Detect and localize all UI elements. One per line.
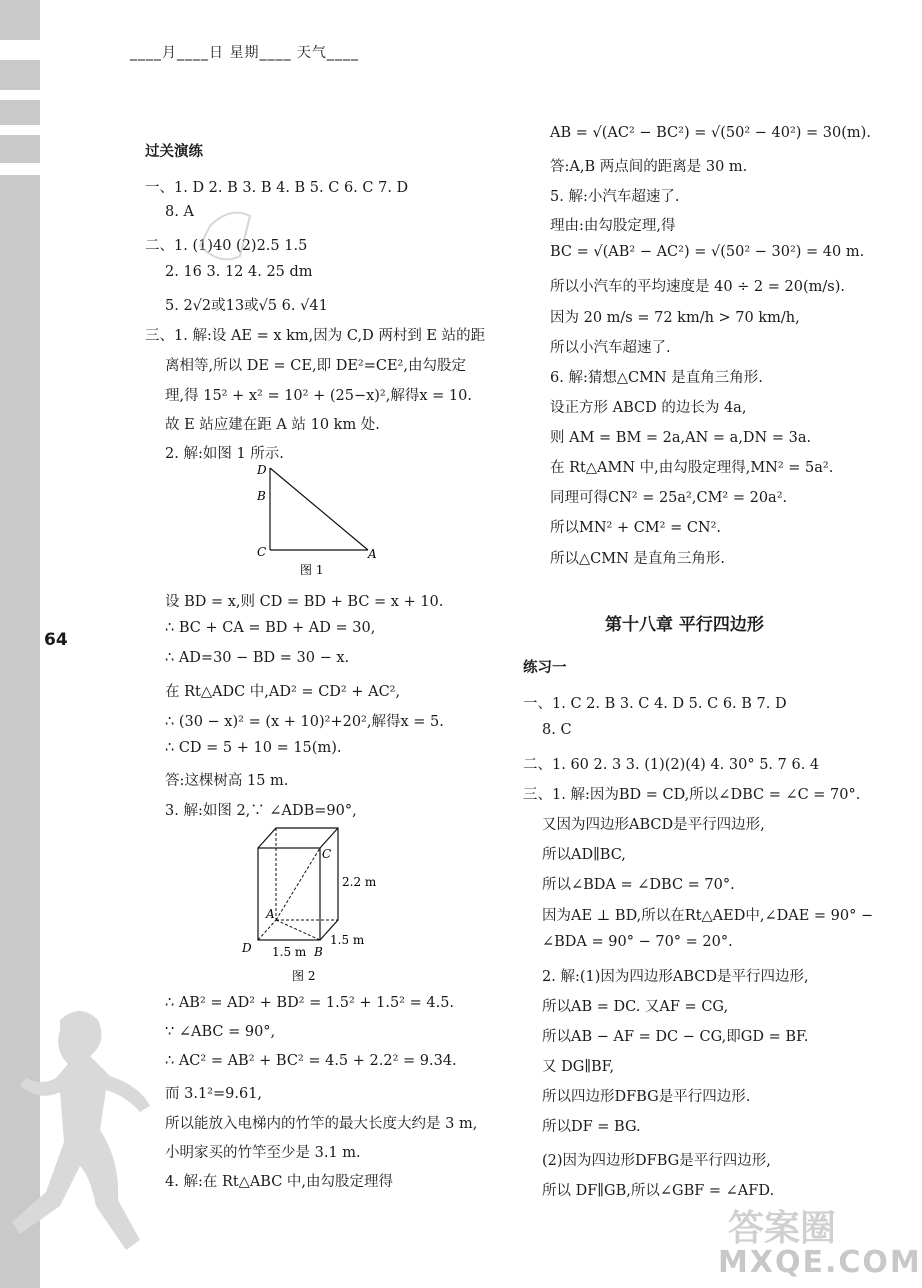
right-line: 理由:由勾股定理,得 — [550, 218, 676, 234]
right-line: BC = √(AB² − AC²) = √(50² − 30²) = 40 m. — [550, 244, 865, 260]
left-line: 5. 2√2或13或√5 6. √41 — [165, 298, 328, 314]
right-line: 所以∠BDA = ∠DBC = 70°. — [542, 877, 735, 893]
left-line: 而 3.1²=9.61, — [165, 1086, 263, 1102]
right-line: 所以AB = DC. 又AF = CG, — [542, 999, 729, 1015]
right-line: 所以AD∥BC, — [542, 847, 626, 863]
child-silhouette-decoration — [0, 1000, 160, 1288]
right-line: 答:A,B 两点间的距离是 30 m. — [550, 159, 748, 175]
left-line: 理,得 15² + x² = 10² + (25−x)²,解得x = 10. — [165, 388, 472, 404]
date-weather-header: ____月____日 星期____ 天气____ — [130, 45, 359, 61]
right-line: 设正方形 ABCD 的边长为 4a, — [550, 400, 747, 416]
left-line: 4. 解:在 Rt△ABC 中,由勾股定理得 — [165, 1174, 394, 1190]
right-line: 又 DG∥BF, — [542, 1059, 615, 1075]
right-line: 6. 解:猜想△CMN 是直角三角形. — [550, 370, 763, 386]
right-line: 所以DF = BG. — [542, 1119, 641, 1135]
right-line: 所以MN² + CM² = CN². — [550, 520, 722, 536]
right-line: 一、1. C 2. B 3. C 4. D 5. C 6. B 7. D — [523, 696, 787, 712]
right-line: 所以小汽车的平均速度是 40 ÷ 2 = 20(m/s). — [550, 279, 845, 295]
left-line: 过关演练 — [145, 144, 203, 160]
right-line: 同理可得CN² = 25a²,CM² = 20a². — [550, 490, 788, 506]
right-line: 因为AE ⊥ BD,所以在Rt△AED中,∠DAE = 90° − — [542, 908, 874, 924]
left-line: 2. 解:如图 1 所示. — [165, 446, 284, 462]
watermark-url: MXQE.COM — [718, 1245, 922, 1280]
left-line: 2. 16 3. 12 4. 25 dm — [165, 264, 313, 280]
right-line: 在 Rt△AMN 中,由勾股定理得,MN² = 5a². — [550, 460, 834, 476]
right-line: 所以 DF∥GB,所以∠GBF = ∠AFD. — [542, 1183, 775, 1199]
fig2-label-C: C — [322, 847, 332, 861]
left-line: 8. A — [165, 204, 194, 220]
left-line: ∴ (30 − x)² = (x + 10)²+20²,解得x = 5. — [165, 714, 444, 730]
right-line: 二、1. 60 2. 3 3. (1)(2)(4) 4. 30° 5. 7 6. 4 — [523, 757, 820, 773]
fig2-label-B: B — [314, 945, 323, 959]
left-line: ∴ AC² = AB² + BC² = 4.5 + 2.2² = 9.34. — [165, 1053, 457, 1069]
right-line: 因为 20 m/s = 72 km/h > 70 km/h, — [550, 310, 800, 326]
left-line: 离相等,所以 DE = CE,即 DE²=CE²,由勾股定 — [165, 358, 466, 374]
left-line: 所以能放入电梯内的竹竿的最大长度大约是 3 m, — [165, 1116, 478, 1132]
right-line: 第十八章 平行四边形 — [605, 615, 764, 635]
right-line: ∠BDA = 90° − 70° = 20°. — [542, 934, 733, 950]
right-line: 所以△CMN 是直角三角形. — [550, 551, 725, 567]
fig2-width: 1.5 m — [272, 945, 307, 959]
left-line: ∴ BC + CA = BD + AD = 30, — [165, 620, 376, 636]
figure-2-box — [238, 818, 388, 988]
left-line: ∴ AB² = AD² + BD² = 1.5² + 1.5² = 4.5. — [165, 995, 455, 1011]
fig2-depth: 1.5 m — [330, 933, 365, 947]
fig1-caption: 图 1 — [300, 563, 324, 577]
left-line: ∴ CD = 5 + 10 = 15(m). — [165, 740, 342, 756]
right-line: 所以四边形DFBG是平行四边形. — [542, 1089, 751, 1105]
left-line: 三、1. 解:设 AE = x km,因为 C,D 两村到 E 站的距 — [145, 328, 486, 344]
right-line: 所以小汽车超速了. — [550, 340, 671, 356]
right-line: 则 AM = BM = 2a,AN = a,DN = 3a. — [550, 430, 812, 446]
left-line: 一、1. D 2. B 3. B 4. B 5. C 6. C 7. D — [145, 180, 409, 196]
fig1-label-A: A — [368, 547, 377, 561]
left-line: ∵ ∠ABC = 90°, — [165, 1024, 276, 1040]
fig2-label-A: A — [266, 907, 275, 921]
fig1-label-C: C — [257, 545, 267, 559]
left-line: 小明家买的竹竿至少是 3.1 m. — [165, 1145, 361, 1161]
page-number: 64 — [44, 630, 68, 650]
left-line: 二、1. (1)40 (2)2.5 1.5 — [145, 238, 308, 254]
right-line: 所以AB − AF = DC − CG,即GD = BF. — [542, 1029, 809, 1045]
left-line: 设 BD = x,则 CD = BD + BC = x + 10. — [165, 594, 444, 610]
fig1-label-D: D — [257, 463, 267, 477]
left-line: 3. 解:如图 2,∵ ∠ADB=90°, — [165, 803, 357, 819]
left-line: 答:这棵树高 15 m. — [165, 773, 289, 789]
figure-1-triangle — [250, 460, 390, 580]
left-line: ∴ AD=30 − BD = 30 − x. — [165, 650, 350, 666]
right-line: 三、1. 解:因为BD = CD,所以∠DBC = ∠C = 70°. — [523, 787, 861, 803]
right-line: AB = √(AC² − BC²) = √(50² − 40²) = 30(m). — [550, 125, 871, 141]
left-line: 在 Rt△ADC 中,AD² = CD² + AC², — [165, 684, 401, 700]
watermark-top: 答案圈 — [728, 1208, 837, 1249]
right-line: 练习一 — [523, 660, 567, 676]
right-line: 2. 解:(1)因为四边形ABCD是平行四边形, — [542, 969, 809, 985]
bookmark-stamp-decoration — [180, 196, 270, 296]
right-line: 又因为四边形ABCD是平行四边形, — [542, 817, 765, 833]
right-line: 5. 解:小汽车超速了. — [550, 189, 680, 205]
watermark — [718, 1200, 922, 1280]
fig2-caption: 图 2 — [292, 969, 316, 983]
fig2-label-D: D — [242, 941, 252, 955]
right-line: 8. C — [542, 722, 572, 738]
fig1-label-B: B — [257, 489, 266, 503]
right-line: (2)因为四边形DFBG是平行四边形, — [542, 1153, 771, 1169]
fig2-height: 2.2 m — [342, 875, 377, 889]
left-line: 故 E 站应建在距 A 站 10 km 处. — [165, 417, 380, 433]
